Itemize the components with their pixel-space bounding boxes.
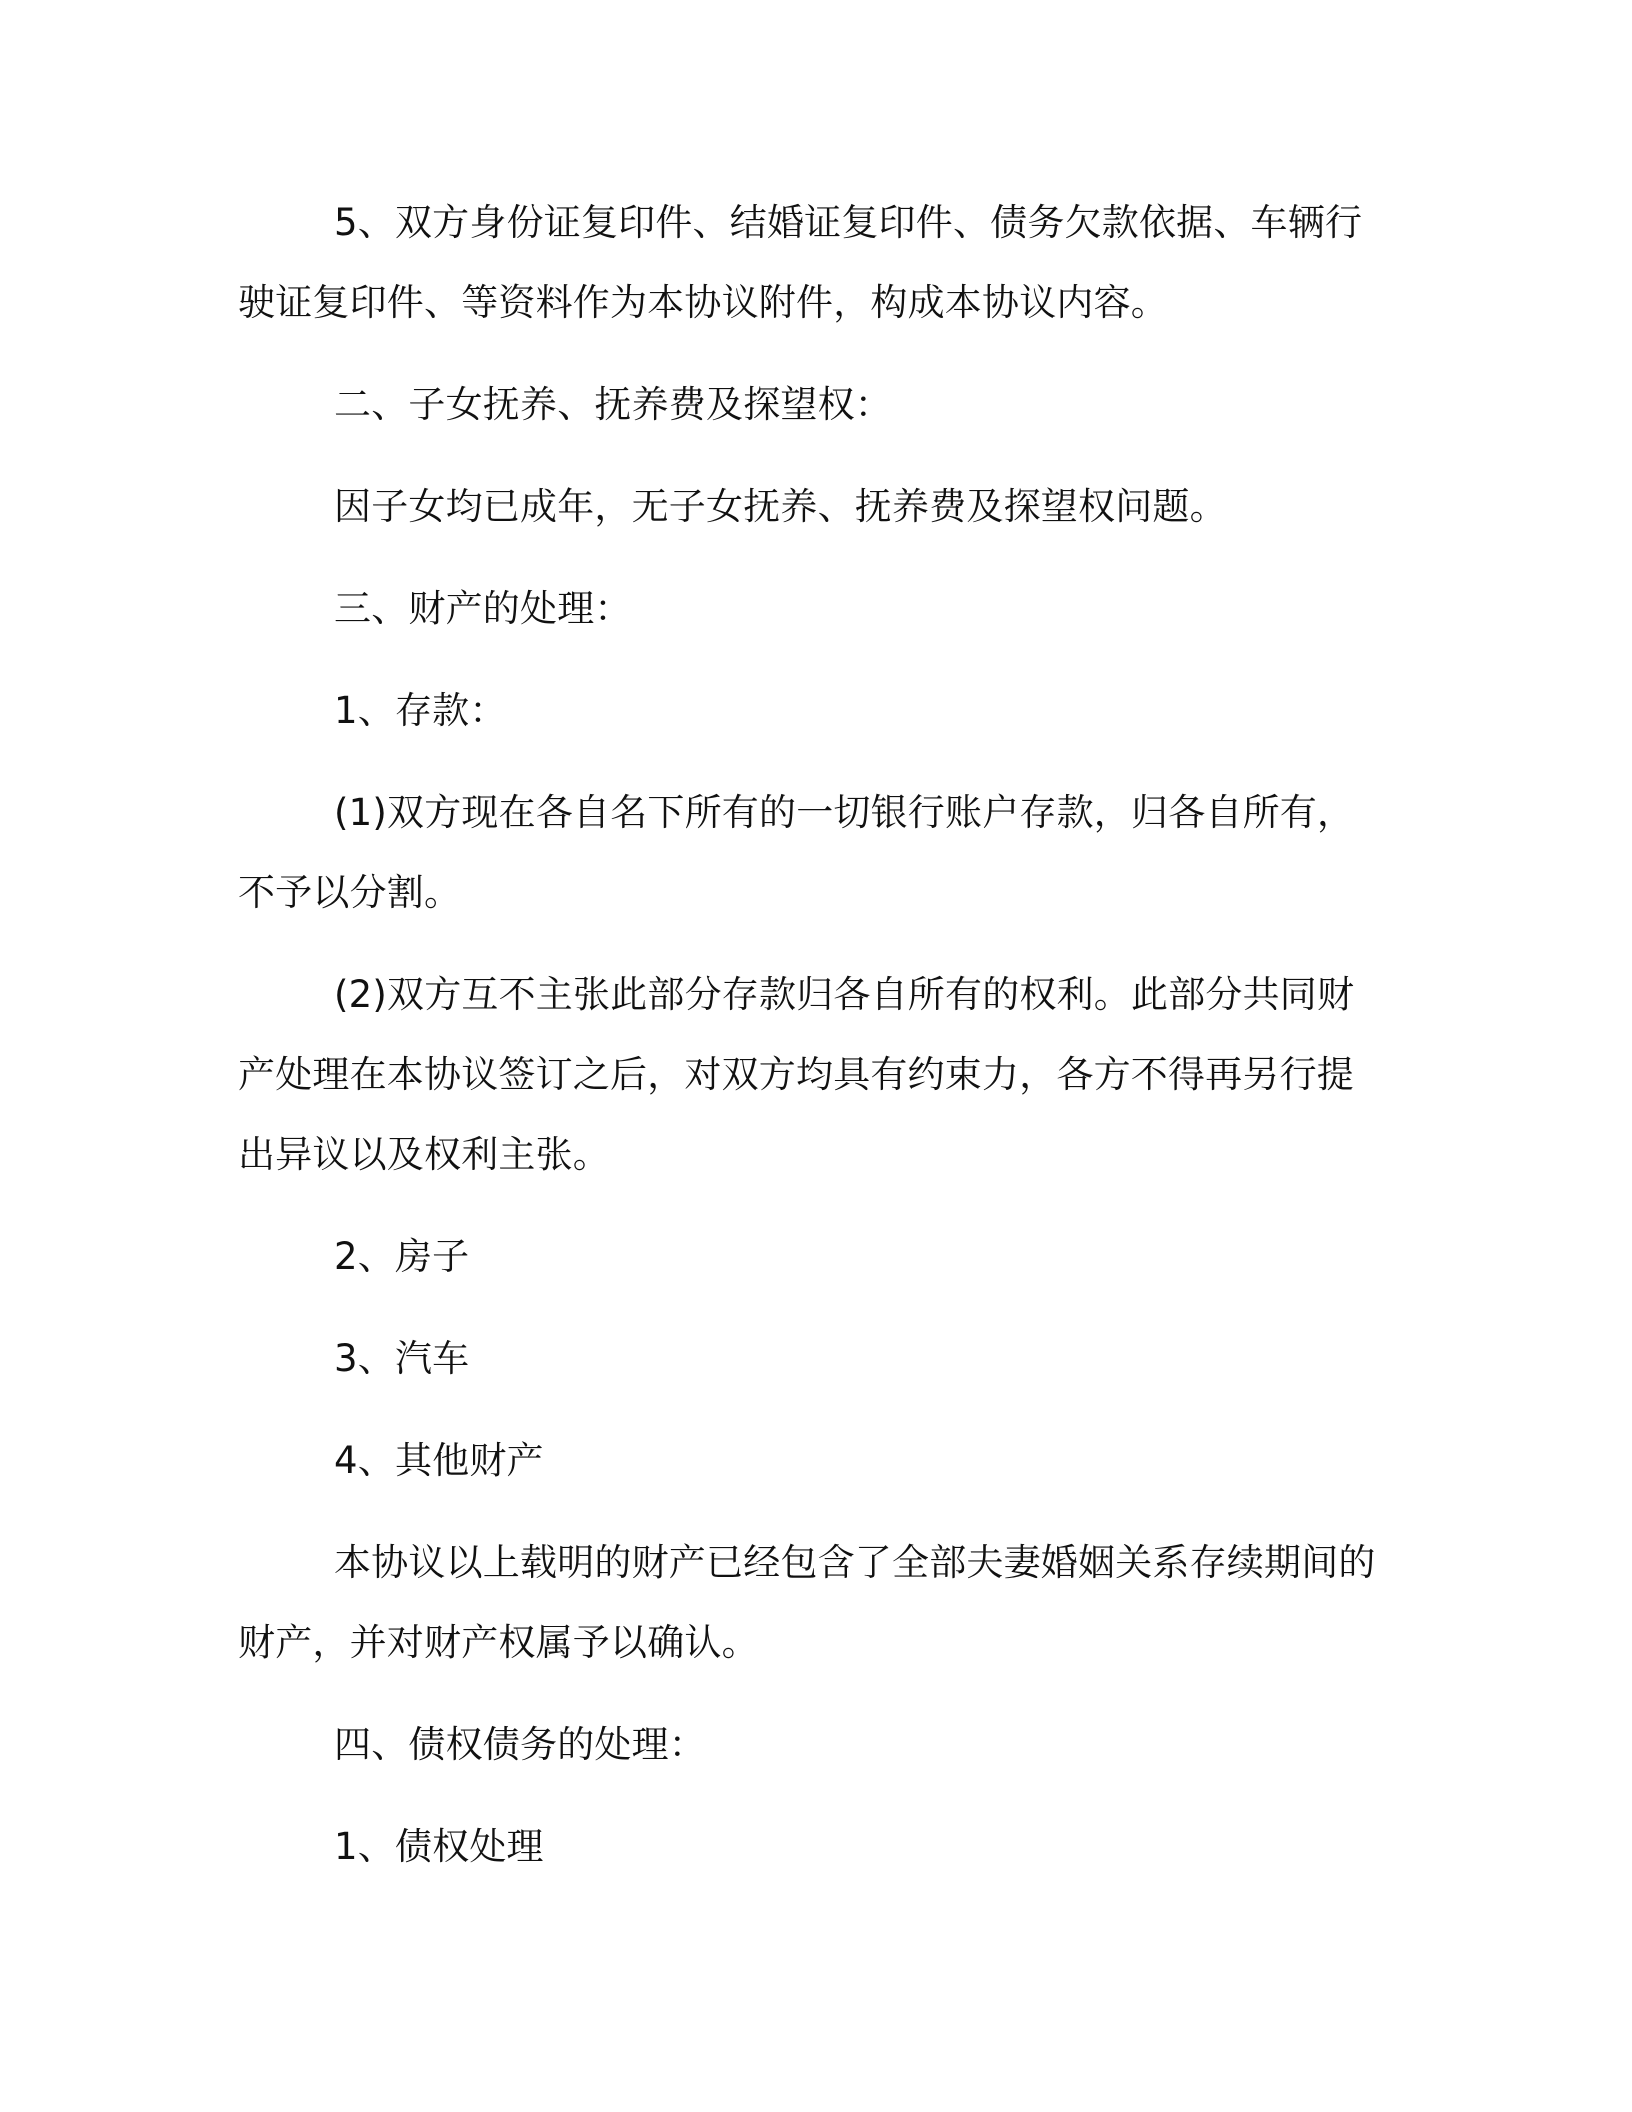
heading-debts: 四、债权债务的处理： (334, 1723, 706, 1766)
subheading-claims: 1、债权处理 (334, 1825, 544, 1868)
subheading-house: 2、房子 (334, 1235, 470, 1278)
heading-property: 三、财产的处理： (334, 587, 632, 630)
paragraph-deposits-2: (2)双方互不主张此部分存款归各自所有的权利。此部分共同财产处理在本协议签订之后，对双方均具有约束力，各方不得再另行提出异议以及权利主张。 (238, 973, 1355, 1176)
document-body (238, 183, 1388, 1909)
heading-child-custody: 二、子女抚养、抚养费及探望权： (334, 383, 892, 426)
paragraph-children-adult: 因子女均已成年，无子女抚养、抚养费及探望权问题。 (334, 485, 1227, 528)
paragraph-property-confirmation: 本协议以上载明的财产已经包含了全部夫妻婚姻关系存续期间的财产，并对财产权属予以确认。 (238, 1541, 1376, 1664)
subheading-other-property: 4、其他财产 (334, 1439, 544, 1482)
paragraph-deposits-1: (1)双方现在各自名下所有的一切银行账户存款，归各自所有，不予以分割。 (238, 791, 1355, 914)
paragraph-attachments: 5、双方身份证复印件、结婚证复印件、债务欠款依据、车辆行驶证复印件、等资料作为本协议附件，构成本协议内容。 (238, 201, 1363, 324)
subheading-deposits: 1、存款： (334, 689, 507, 732)
subheading-car: 3、汽车 (334, 1337, 470, 1380)
